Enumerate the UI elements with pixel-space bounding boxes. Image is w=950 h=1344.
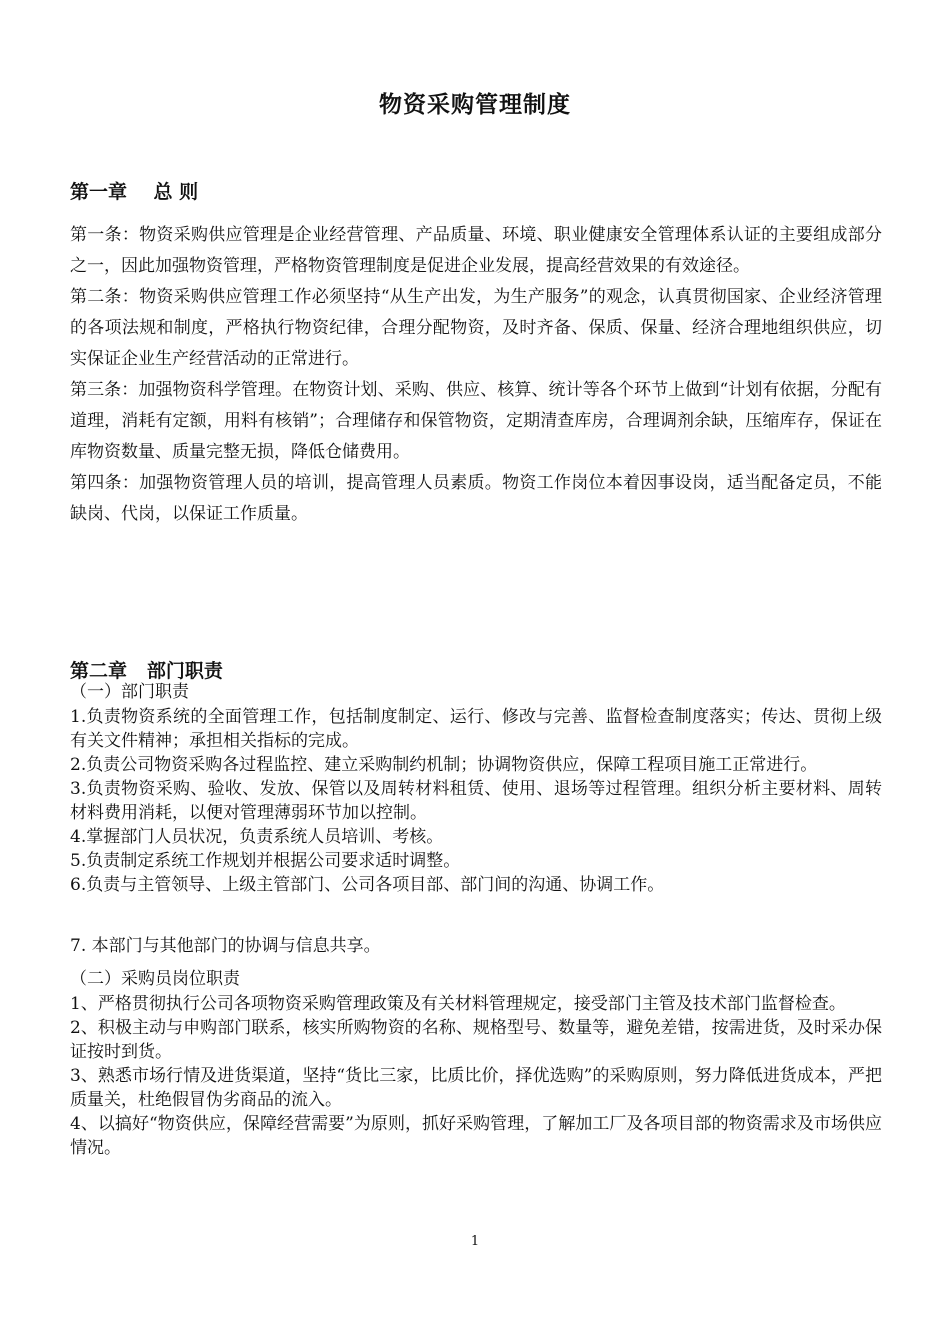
page-number: 1 (470, 1234, 480, 1249)
list-item: 2.负责公司物资采购各过程监控、建立采购制约机制；协调物资供应，保障工程项目施工正常进行。 (70, 755, 818, 775)
list-item: 6.负责与主管领导、上级主管部门、公司各项目部、部门间的沟通、协调工作。 (70, 875, 665, 895)
section-2-heading: （二）采购员岗位职责 (70, 969, 240, 989)
article-3: 第三条：加强物资科学管理。在物资计划、采购、供应、核算、统计等各个环节上做到“计划有依据，分配有道理，消耗有定额，用料有核销”；合理储存和保管物资，定期清查库房，合理调剂余缺，压缩库存，保证在库物资数量、质量完整无损，降低仓储费用。 (70, 380, 882, 462)
page-title: 物资采购管理制度 (379, 91, 571, 118)
section-1-heading: （一）部门职责 (70, 682, 189, 702)
chapter-1-body (70, 220, 882, 530)
section-1-list (70, 705, 882, 897)
list-item: 4.掌握部门人员状况，负责系统人员培训、考核。 (70, 827, 444, 847)
section-2-list (70, 992, 882, 1160)
article-4: 第四条：加强物资管理人员的培训，提高管理人员素质。物资工作岗位本着因事设岗，适当配备定员，不能缺岗、代岗，以保证工作质量。 (70, 473, 882, 524)
article-1: 第一条：物资采购供应管理是企业经营管理、产品质量、环境、职业健康安全管理体系认证的主要组成部分之一，因此加强物资管理，严格物资管理制度是促进企业发展，提高经营效果的有效途径。 (70, 225, 882, 276)
list-item: 5.负责制定系统工作规划并根据公司要求适时调整。 (70, 851, 461, 871)
list-item: 1.负责物资系统的全面管理工作，包括制度制定、运行、修改与完善、监督检查制度落实；传达、贯彻上级有关文件精神；承担相关指标的完成。 (70, 707, 882, 751)
list-item: 4、以搞好“物资供应，保障经营需要”为原则，抓好采购管理，了解加工厂及各项目部的物资需求及市场供应情况。 (70, 1114, 882, 1158)
article-2: 第二条：物资采购供应管理工作必须坚持“从生产出发，为生产服务”的观念，认真贯彻国家、企业经济管理的各项法规和制度，严格执行物资纪律，合理分配物资，及时齐备、保质、保量、经济合理地组织供应，切实保证企业生产经营活动的正常进行。 (70, 287, 882, 369)
list-item: 3、熟悉市场行情及进货渠道，坚持“货比三家，比质比价，择优选购”的采购原则，努力降低进货成本，严把质量关，杜绝假冒伪劣商品的流入。 (70, 1066, 882, 1110)
chapter-2-heading: 第二章 部门职责 (70, 660, 223, 682)
list-item-7: 7. 本部门与其他部门的协调与信息共享。 (70, 936, 381, 956)
list-item: 2、积极主动与申购部门联系，核实所购物资的名称、规格型号、数量等，避免差错，按需进货，及时采办保证按时到货。 (70, 1018, 882, 1062)
list-item: 1、严格贯彻执行公司各项物资采购管理政策及有关材料管理规定，接受部门主管及技术部门监督检查。 (70, 994, 846, 1014)
list-item: 3.负责物资采购、验收、发放、保管以及周转材料租赁、使用、退场等过程管理。组织分析主要材料、周转材料费用消耗，以便对管理薄弱环节加以控制。 (70, 779, 882, 823)
chapter-1-heading: 第一章 总 则 (70, 181, 199, 203)
